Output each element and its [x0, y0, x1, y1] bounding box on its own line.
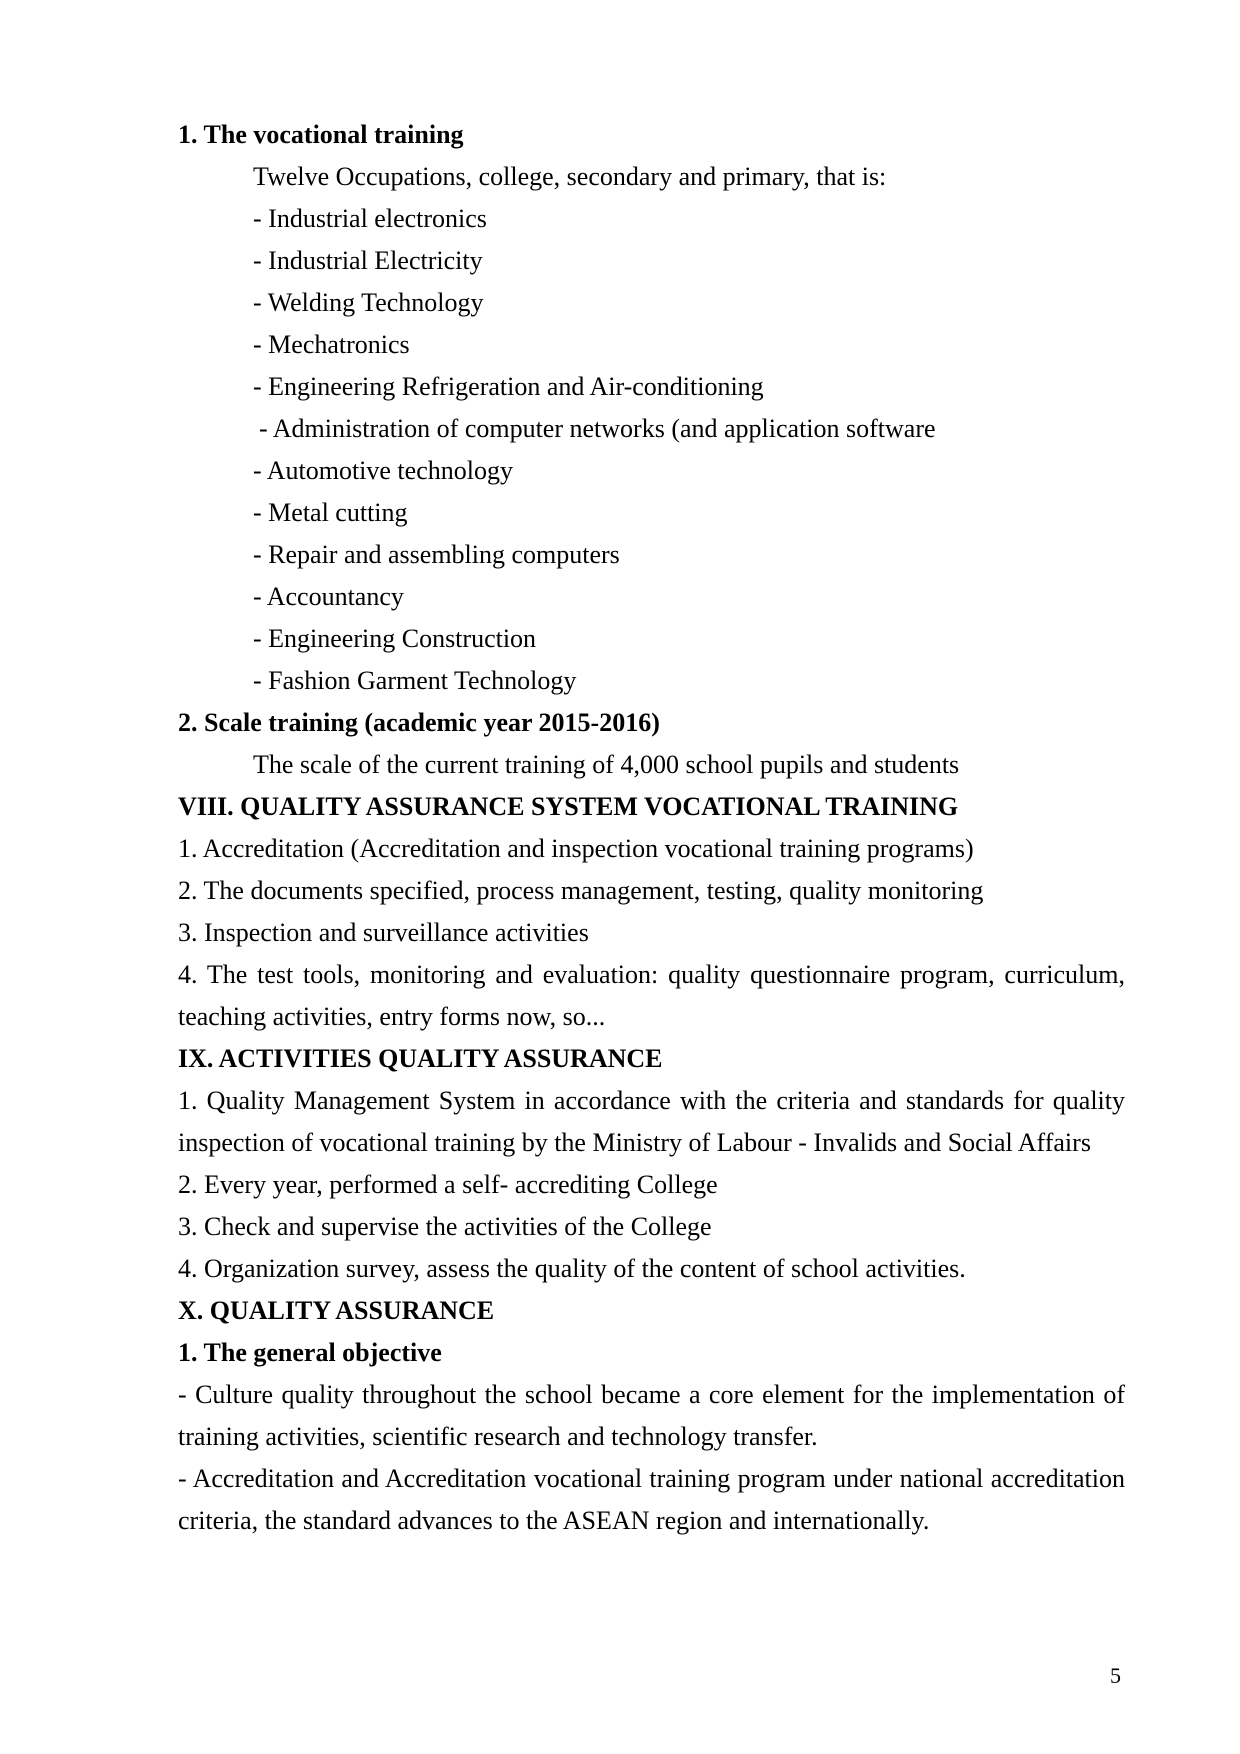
- occupation-item: - Metal cutting: [253, 498, 408, 527]
- occupation-item: - Engineering Refrigeration and Air-conditioning: [253, 372, 764, 401]
- section-heading-quality-assurance: X. QUALITY ASSURANCE: [178, 1296, 495, 1325]
- occupation-item: - Automotive technology: [253, 456, 513, 485]
- occupation-item: - Engineering Construction: [253, 624, 537, 653]
- occupation-item: - Accountancy: [253, 582, 404, 611]
- qa-activity-item: 1. Quality Management System in accordance with the criteria and standards for quality inspection of vocational training by the Ministry of Labour - Invalids and Social Affairs: [178, 1086, 1125, 1157]
- occupation-item: - Mechatronics: [253, 330, 410, 359]
- qa-activity-item: 2. Every year, performed a self- accrediting College: [178, 1170, 718, 1199]
- qa-system-item: 4. The test tools, monitoring and evaluation: quality questionnaire program, curriculum, teaching activities, entry forms now, so...: [178, 960, 1125, 1031]
- vocational-intro: Twelve Occupations, college, secondary and primary, that is:: [253, 162, 887, 191]
- page-number: 5: [1110, 1663, 1121, 1688]
- section-heading-activities-quality-assurance: IX. ACTIVITIES QUALITY ASSURANCE: [178, 1044, 663, 1073]
- section-heading-scale-training: 2. Scale training (academic year 2015-2016): [178, 708, 660, 737]
- qa-system-item: 1. Accreditation (Accreditation and inspection vocational training programs): [178, 834, 974, 863]
- occupation-item: - Industrial electronics: [253, 204, 487, 233]
- scale-training-text: The scale of the current training of 4,000 school pupils and students: [253, 750, 960, 779]
- page-content: [178, 114, 1125, 1542]
- qa-system-item: 3. Inspection and surveillance activities: [178, 918, 589, 947]
- occupation-item: - Administration of computer networks (and application software: [259, 414, 936, 443]
- occupation-item: - Repair and assembling computers: [253, 540, 620, 569]
- subheading-general-objective: 1. The general objective: [178, 1338, 442, 1367]
- objective-item: - Accreditation and Accreditation vocational training program under national accreditation criteria, the standard advances to the ASEAN region and internationally.: [178, 1464, 1125, 1535]
- qa-activity-item: 3. Check and supervise the activities of the College: [178, 1212, 712, 1241]
- section-heading-vocational-training: 1. The vocational training: [178, 120, 464, 149]
- occupation-item: - Welding Technology: [253, 288, 484, 317]
- objective-item: - Culture quality throughout the school became a core element for the implementation of training activities, scientific research and technology transfer.: [178, 1380, 1125, 1451]
- qa-system-item: 2. The documents specified, process management, testing, quality monitoring: [178, 876, 984, 905]
- occupation-item: - Fashion Garment Technology: [253, 666, 577, 695]
- qa-activity-item: 4. Organization survey, assess the quality of the content of school activities.: [178, 1254, 966, 1283]
- occupation-item: - Industrial Electricity: [253, 246, 483, 275]
- section-heading-quality-assurance-system: VIII. QUALITY ASSURANCE SYSTEM VOCATIONAL TRAINING: [178, 792, 959, 821]
